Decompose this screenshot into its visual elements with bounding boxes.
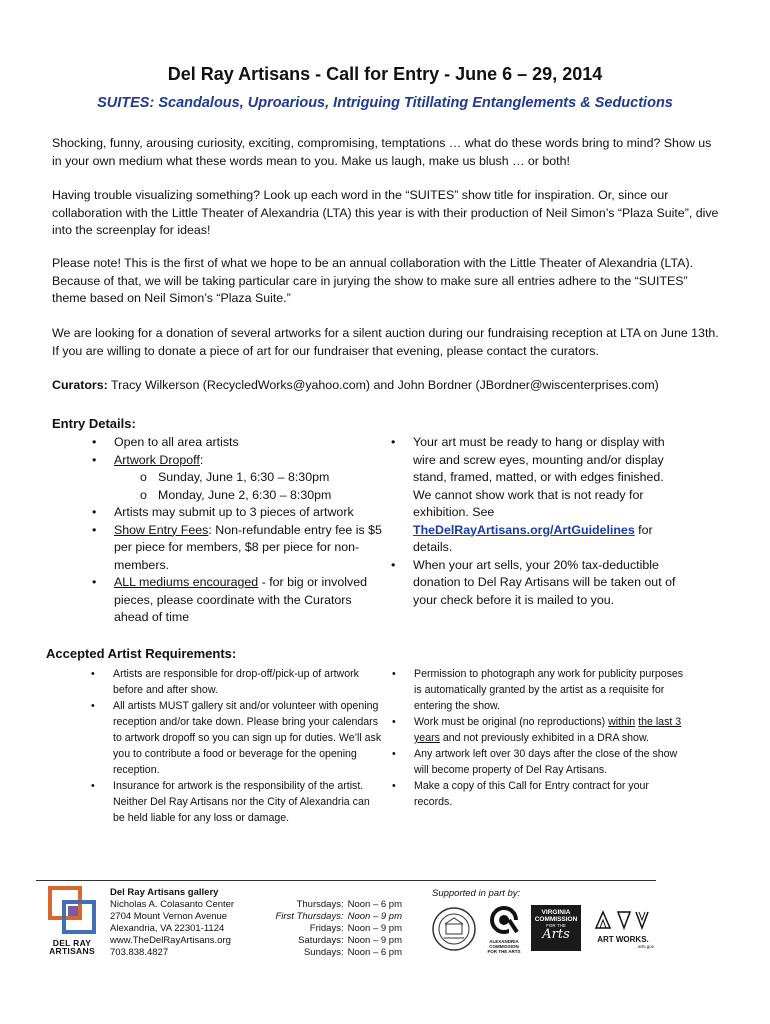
intro-paragraph-3: Please note! This is the first of what we hope to be an annual collaboration with the Little Theater of Alexandria (LTA). Because of that, we will be taking particular care in jurying the show to make sure all entries adhere to the “SUITES” theme based on Neil Simon’s “Plaza Suite.” — [52, 256, 694, 305]
hours-row: Thursdays: Noon – 6 pm — [296, 899, 402, 910]
nea-mark-icon — [594, 910, 652, 930]
list-item: • Artists are responsible for drop-off/pick-up of artwork before and after show. — [91, 668, 359, 696]
supported-by-label: Supported in part by: — [432, 888, 521, 899]
requirements-heading: Accepted Artist Requirements: — [46, 646, 237, 661]
aca-mark-icon — [489, 906, 519, 934]
gallery-name: Del Ray Artisans gallery — [110, 887, 219, 898]
list-item: • Insurance for artwork is the responsibility of the artist. Neither Del Ray Artisans nor the City of Alexandria can be held liable for any loss or damage. — [91, 780, 370, 824]
list-item: • Work must be original (no reproductions) within the last 3 years and not previously exhibited in a DRA show. — [392, 716, 682, 744]
entry-details-right-list — [391, 434, 683, 609]
gallery-hours — [250, 899, 402, 959]
hours-row: First Thursdays: Noon – 9 pm — [275, 911, 402, 922]
page-title: Del Ray Artisans - Call for Entry - June 6 – 29, 2014 — [167, 64, 603, 84]
gallery-address: Del Ray Artisans gallery Nicholas A. Colasanto Center 2704 Mount Vernon Avenue Alexandria, VA 22301-1124 www.TheDelRayArtisans.org 703.838.4827 — [110, 887, 280, 959]
nea-art-works-logo: ART WORKS. arts.gov — [592, 910, 654, 949]
mediums-label: ALL mediums encouraged — [114, 575, 259, 589]
list-item: • Your art must be ready to hang or display with wire and screw eyes, mounting and/or display stand, framed, matted, or with edges finished. We cannot show work that is not ready for exhibition. See TheDelRayArtisans.org/ArtGuidelines for details. — [391, 435, 665, 554]
dropoff-label: Artwork Dropoff — [114, 452, 200, 467]
list-item: • When your art sells, your 20% tax-deductible donation to Del Ray Artisans will be taken out of your check before it is mailed to you. — [391, 557, 676, 607]
alexandria-commission-logo: ALEXANDRIA COMMISSION FOR THE ARTS — [484, 906, 524, 954]
curators-line — [52, 377, 722, 395]
show-subtitle: SUITES: Scandalous, Uproarious, Intriguing Titillating Entanglements & Seductions — [97, 95, 673, 111]
hours-row: Saturdays: Noon – 9 pm — [298, 935, 402, 946]
list-item: • ALL mediums encouraged - for big or involved pieces, please coordinate with the Curators ahead of time — [92, 575, 367, 624]
entry-details-heading: Entry Details: — [52, 416, 136, 431]
virginia-commission-logo: VIRGINIA COMMISSION FOR THE Arts — [531, 905, 581, 951]
requirements-right-list — [392, 666, 684, 810]
hours-row: Fridays: Noon – 9 pm — [309, 923, 402, 934]
city-seal-icon — [431, 906, 477, 957]
list-item: • Artwork Dropoff: o Sunday, June 1, 6:30 – 8:30pm o Monday, June 2, 6:30 – 8:30pm — [114, 452, 384, 505]
curators-label: Curators: — [52, 378, 108, 392]
phone-number: 703.838.4827 — [110, 947, 169, 958]
list-item: • Permission to photograph any work for publicity purposes is automatically granted by the artist as a requisite for entering the show. — [392, 668, 684, 712]
entry-details-left-list — [92, 434, 384, 627]
list-item: • Artists may submit up to 3 pieces of artwork — [92, 505, 354, 519]
list-item: • Any artwork left over 30 days after the close of the show will become property of Del Ray Artisans. — [392, 748, 678, 776]
list-item: • Show Entry Fees: Non-refundable entry fee is $5 per piece for members, $8 per piece for non-members. — [92, 522, 382, 572]
logo-wordmark: DEL RAY ARTISANS — [49, 938, 95, 956]
logo-mark-icon — [48, 886, 96, 934]
dropoff-dates-list — [114, 469, 384, 504]
art-guidelines-link[interactable]: TheDelRayArtisans.org/ArtGuidelines — [413, 522, 635, 537]
intro-paragraph-4: We are looking for a donation of several artworks for a silent auction during our fundraising reception at LTA on June 13th. If you are willing to donate a piece of art for our fundraiser that evening, please contact the curators. — [52, 326, 719, 358]
hours-row: Sundays: Noon – 6 pm — [303, 947, 402, 958]
curators-text: Tracy Wilkerson (RecycledWorks@yahoo.com) and John Bordner (JBordner@wiscenterprises.com) — [110, 378, 659, 392]
intro-paragraph-2: Having trouble visualizing something? Look up each word in the “SUITES” show title for inspiration. Or, since our collaboration with the Little Theater of Alexandria (LTA) this year is with their production of Neil Simon’s “Plaza Suite”, dive into the screenplay for ideas! — [52, 188, 719, 237]
intro-paragraph-1: Shocking, funny, arousing curiosity, exciting, compromising, temptations … what do these words bring to mind? Show us in your own medium what these words mean to you. Make us laugh, make us blush … or both! — [52, 136, 712, 168]
website-link[interactable]: www.TheDelRayArtisans.org — [110, 935, 231, 946]
list-item: o Sunday, June 1, 6:30 – 8:30pm — [140, 470, 330, 484]
del-ray-artisans-logo — [48, 886, 96, 956]
list-item: • All artists MUST gallery sit and/or volunteer with opening reception and/or take down. Please bring your calendars to artwork dropoff so you can sign up for duties. We’ll ask you to contribute a food or beverage for the opening reception. — [91, 700, 382, 776]
requirements-left-list — [91, 666, 383, 826]
fees-label: Show Entry Fees — [114, 522, 209, 537]
list-item: o Monday, June 2, 6:30 – 8:30pm — [140, 487, 332, 502]
list-item: • Make a copy of this Call for Entry contract for your records. — [392, 780, 649, 808]
list-item: • Open to all area artists — [92, 435, 239, 449]
footer-divider — [36, 880, 656, 881]
